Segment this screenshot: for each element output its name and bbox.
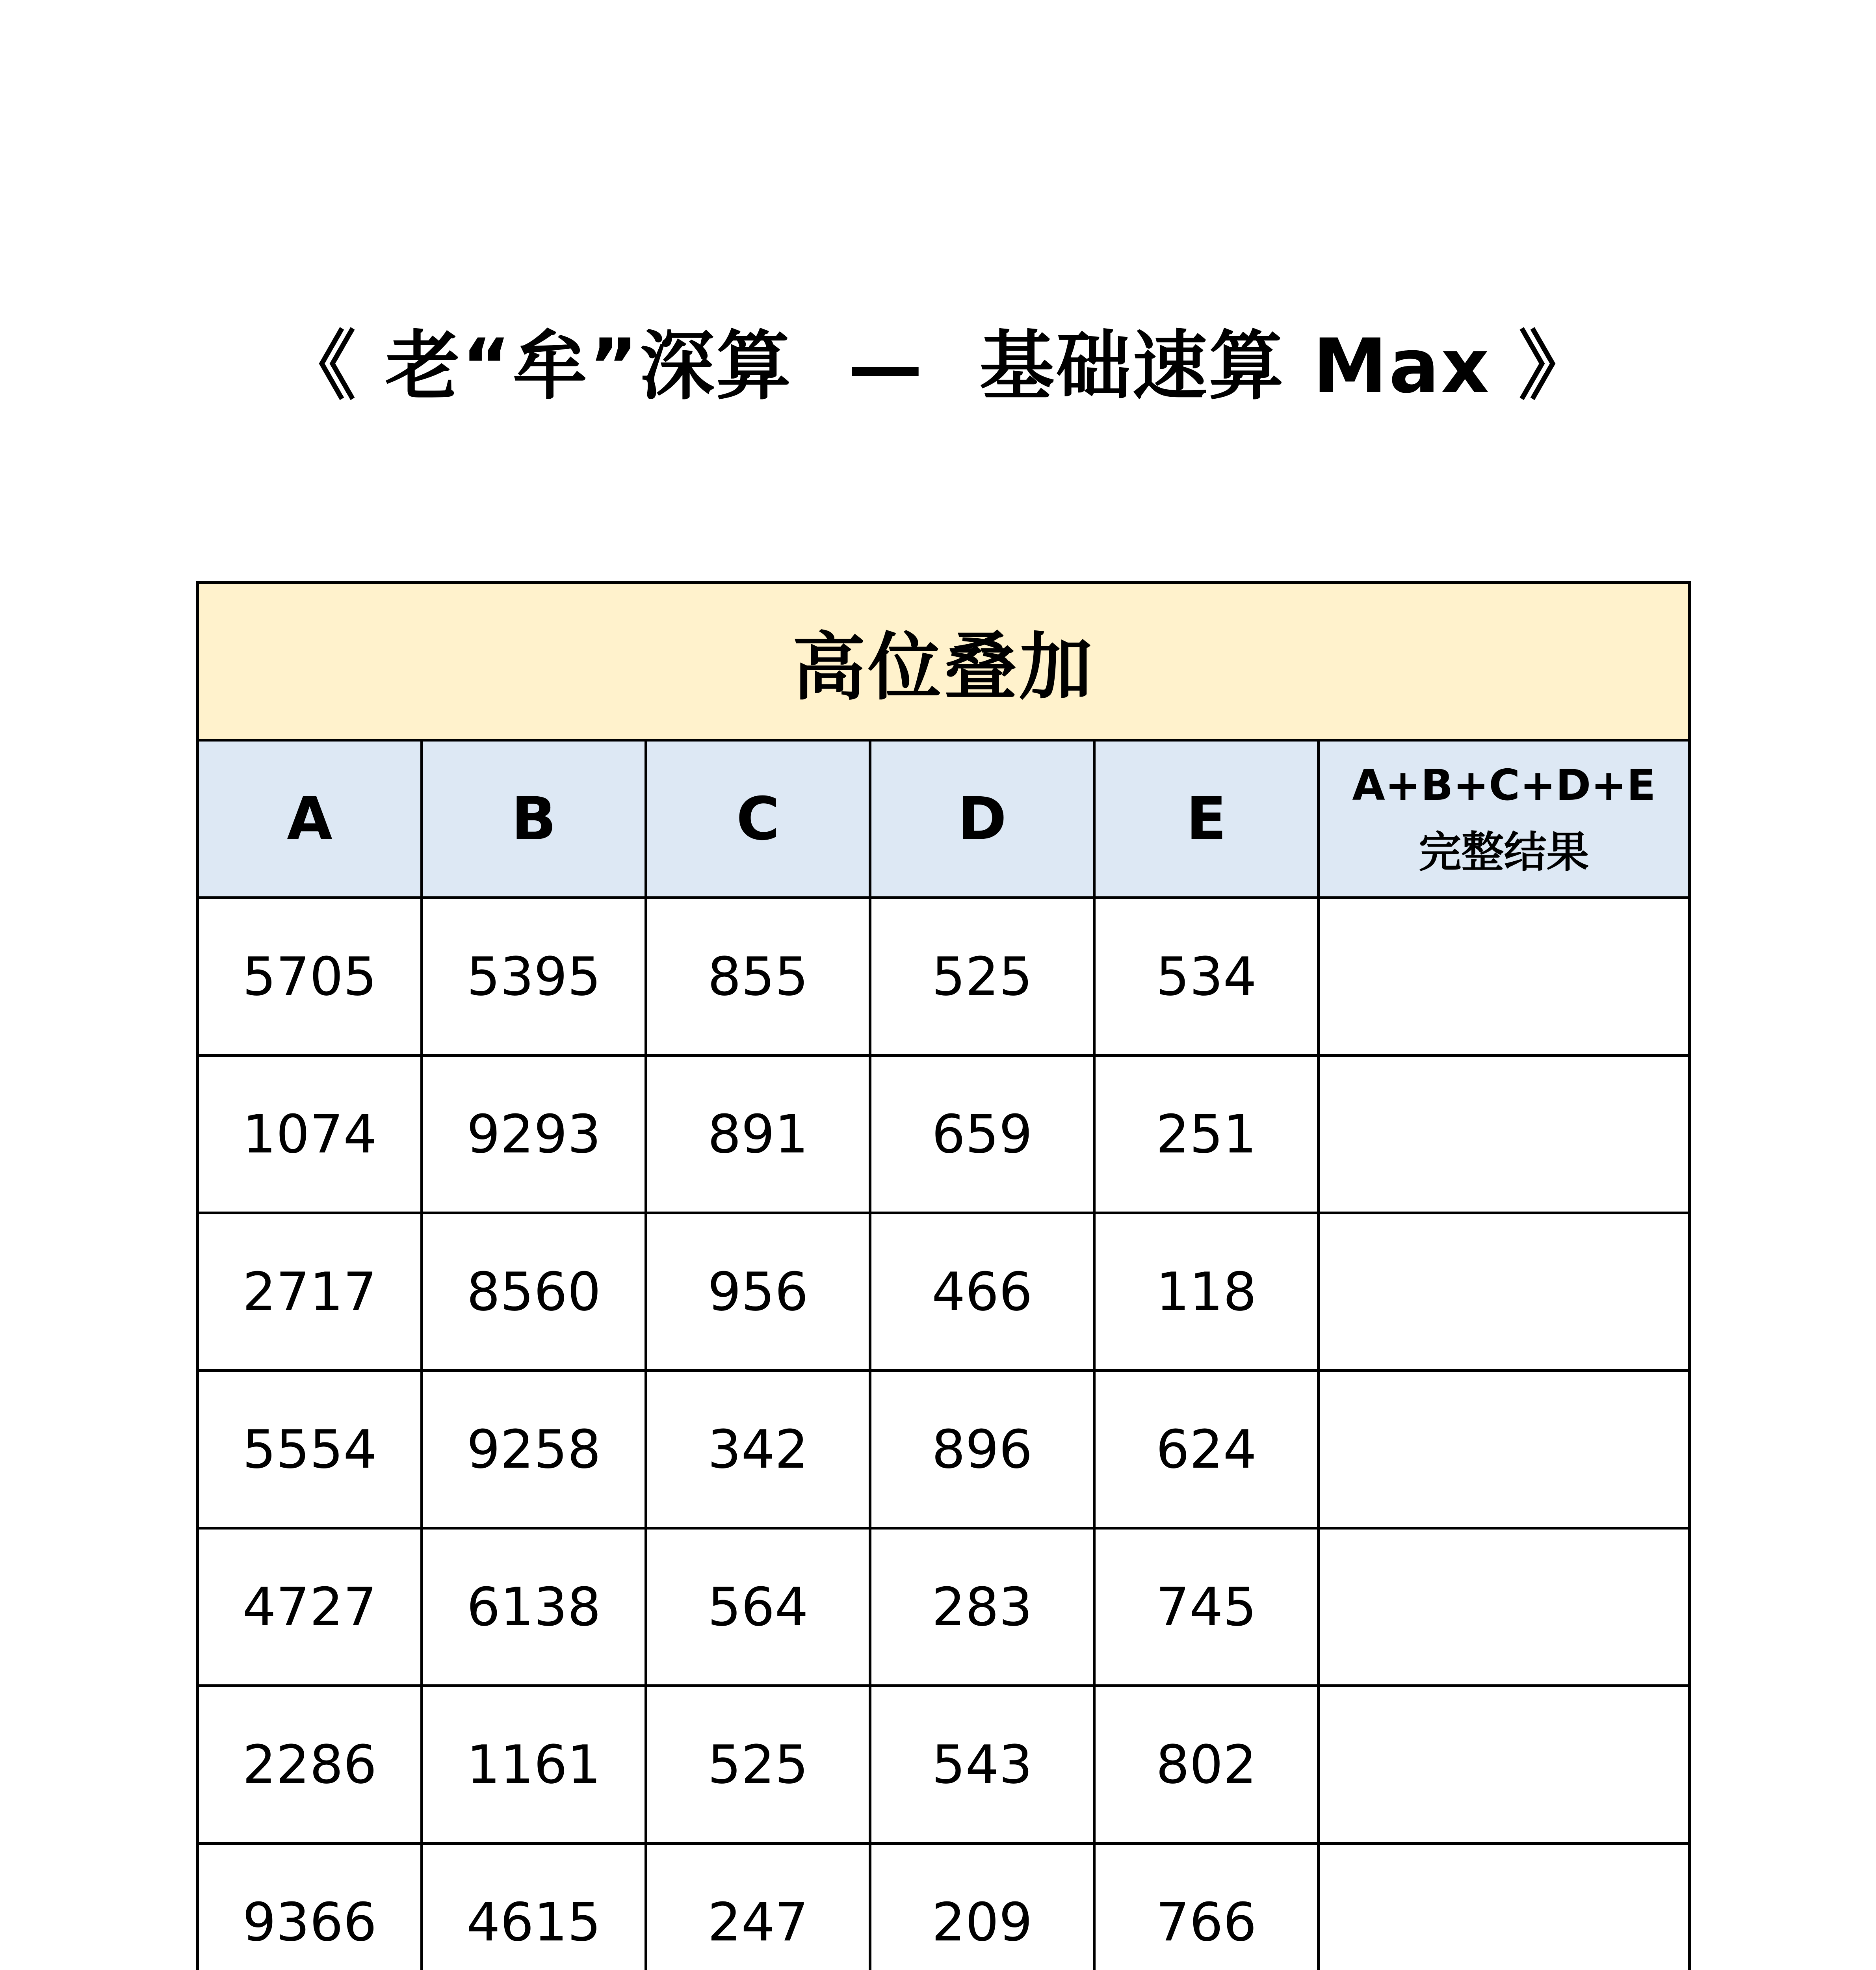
answer-cell[interactable] (1319, 1686, 1690, 1844)
cell-b: 9258 (422, 1371, 646, 1528)
cell-c: 564 (646, 1528, 870, 1686)
column-header-c: C (646, 740, 870, 898)
column-header-d: D (870, 740, 1094, 898)
table-row (198, 1213, 1690, 1371)
header-row (198, 740, 1690, 898)
cell-e: 802 (1094, 1686, 1319, 1844)
column-header-result (1319, 740, 1690, 898)
cell-a: 5554 (198, 1371, 422, 1528)
cell-d: 896 (870, 1371, 1094, 1528)
cell-c: 956 (646, 1213, 870, 1371)
cell-a: 4727 (198, 1528, 422, 1686)
worksheet-title: 《 老“牟”深算 — 基础速算 Max 》 (281, 323, 1595, 410)
cell-c: 855 (646, 898, 870, 1056)
table-row (198, 1844, 1690, 1970)
cell-b: 6138 (422, 1528, 646, 1686)
cell-e: 534 (1094, 898, 1319, 1056)
answer-cell[interactable] (1319, 1844, 1690, 1970)
cell-b: 5395 (422, 898, 646, 1056)
cell-d: 466 (870, 1213, 1094, 1371)
cell-b: 9293 (422, 1056, 646, 1213)
answer-cell[interactable] (1319, 1528, 1690, 1686)
table-body (198, 898, 1690, 1970)
column-header-a: A (198, 740, 422, 898)
cell-a: 1074 (198, 1056, 422, 1213)
addition-practice-table (196, 581, 1691, 1970)
cell-d: 543 (870, 1686, 1094, 1844)
cell-a: 2717 (198, 1213, 422, 1371)
table-row (198, 1528, 1690, 1686)
cell-b: 4615 (422, 1844, 646, 1970)
cell-d: 659 (870, 1056, 1094, 1213)
cell-c: 342 (646, 1371, 870, 1528)
answer-cell[interactable] (1319, 1056, 1690, 1213)
cell-e: 251 (1094, 1056, 1319, 1213)
result-header-label: 完整结果 (1419, 827, 1589, 877)
cell-e: 766 (1094, 1844, 1319, 1970)
cell-c: 891 (646, 1056, 870, 1213)
table-banner: 高位叠加 (198, 583, 1690, 740)
cell-d: 283 (870, 1528, 1094, 1686)
table-row (198, 1056, 1690, 1213)
answer-cell[interactable] (1319, 1213, 1690, 1371)
banner-row (198, 583, 1690, 740)
table-row (198, 898, 1690, 1056)
cell-b: 8560 (422, 1213, 646, 1371)
cell-b: 1161 (422, 1686, 646, 1844)
cell-d: 525 (870, 898, 1094, 1056)
table-row (198, 1686, 1690, 1844)
cell-c: 247 (646, 1844, 870, 1970)
answer-cell[interactable] (1319, 1371, 1690, 1528)
cell-e: 745 (1094, 1528, 1319, 1686)
column-header-e: E (1094, 740, 1319, 898)
cell-a: 9366 (198, 1844, 422, 1970)
cell-e: 118 (1094, 1213, 1319, 1371)
cell-e: 624 (1094, 1371, 1319, 1528)
cell-d: 209 (870, 1844, 1094, 1970)
cell-a: 2286 (198, 1686, 422, 1844)
answer-cell[interactable] (1319, 898, 1690, 1056)
cell-c: 525 (646, 1686, 870, 1844)
column-header-b: B (422, 740, 646, 898)
cell-a: 5705 (198, 898, 422, 1056)
table-row (198, 1371, 1690, 1528)
result-header-formula: A+B+C+D+E (1352, 760, 1656, 810)
